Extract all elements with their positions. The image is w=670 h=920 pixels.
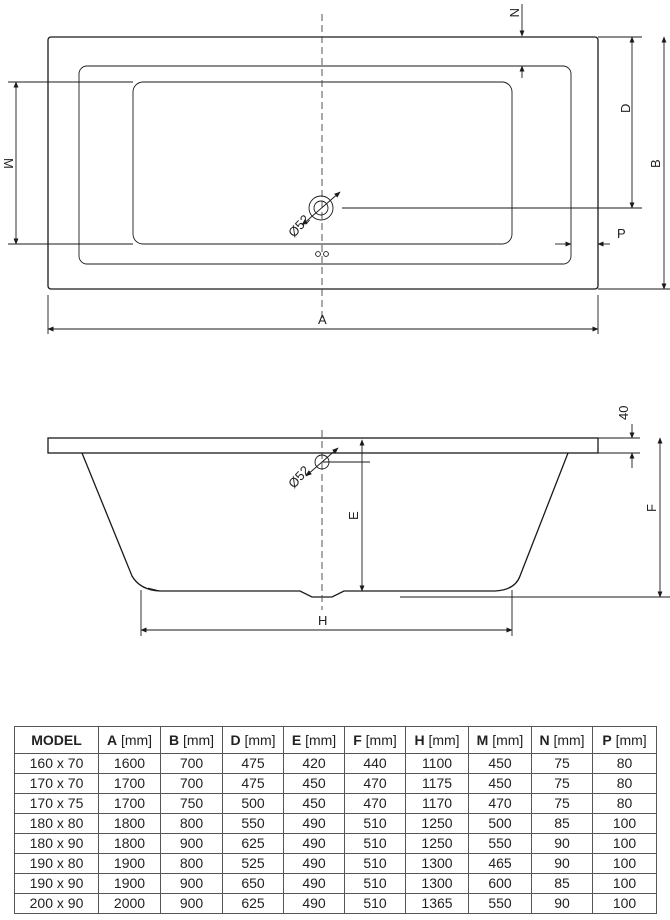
dimension-cell: 800 [161,814,223,834]
dimension-cell: 900 [161,874,223,894]
dimension-cell: 100 [593,894,657,914]
column-header-unit: [mm] [120,732,153,748]
column-header-model: MODEL [15,727,99,754]
column-header-unit: [mm] [182,732,215,748]
dimension-cell: 490 [284,814,345,834]
dimension-cell: 90 [532,854,593,874]
model-cell: 180 x 80 [15,814,99,834]
dimension-cell: 700 [161,774,223,794]
dimension-cell: 450 [469,774,532,794]
dim-label-n: N [507,8,522,18]
dimension-cell: 1100 [406,754,469,774]
dimension-cell: 800 [161,854,223,874]
column-header-h [406,727,469,754]
column-header-e [284,727,345,754]
model-cell: 190 x 90 [15,874,99,894]
dimension-cell: 1365 [406,894,469,914]
model-cell: 160 x 70 [15,754,99,774]
tub-outer-outline [48,37,598,289]
dimension-cell: 525 [223,854,284,874]
column-header-unit: [mm] [428,732,460,748]
dimension-cell: 100 [593,874,657,894]
column-header-unit: [mm] [365,732,397,748]
side-view [48,406,670,636]
dimension-cell: 90 [532,894,593,914]
dimension-cell: 475 [223,754,284,774]
dim-label-e: E [346,511,361,520]
table-header-row [15,727,657,754]
dimension-cell: 80 [593,794,657,814]
dimension-cell: 475 [223,774,284,794]
dimension-cell: 700 [161,754,223,774]
dimension-cell: 500 [223,794,284,814]
column-header-letter: P [602,732,612,748]
dimension-cell: 1250 [406,834,469,854]
dimension-cell: 510 [345,894,406,914]
column-header-m [469,727,532,754]
dimension-cell: 650 [223,874,284,894]
dim-label-p: P [617,226,626,241]
model-cell: 170 x 75 [15,794,99,814]
dimension-cell: 75 [532,794,593,814]
dim-label-m: M [1,158,16,169]
overflow-symbol [316,252,329,257]
dimension-cell: 450 [284,794,345,814]
dimension-cell: 510 [345,834,406,854]
dim-label-b: B [648,159,663,168]
dimension-cell: 510 [345,814,406,834]
dim-label-a: A [318,312,327,327]
dimension-cell: 1800 [99,834,161,854]
dimension-cell: 550 [469,834,532,854]
dimension-cell: 550 [469,894,532,914]
table-row [15,874,657,894]
dimension-cell: 90 [532,834,593,854]
tub-rim-side [48,438,598,453]
dimension-cell: 100 [593,854,657,874]
dimension-cell: 1800 [99,814,161,834]
dimension-cell: 625 [223,834,284,854]
column-header-n [532,727,593,754]
column-header-b [161,727,223,754]
dimension-cell: 900 [161,894,223,914]
column-header-d [223,727,284,754]
dimension-cell: 75 [532,754,593,774]
dimension-cell: 550 [223,814,284,834]
dimension-cell: 450 [469,754,532,774]
dimension-cell: 2000 [99,894,161,914]
column-header-unit: [mm] [305,732,337,748]
dimension-cell: 600 [469,874,532,894]
dimension-cell: 440 [345,754,406,774]
dimension-cell: 750 [161,794,223,814]
dimension-cell: 1700 [99,794,161,814]
dimension-cell: 450 [284,774,345,794]
dimension-cell: 85 [532,814,593,834]
dimension-cell: 465 [469,854,532,874]
dimension-cell: 500 [469,814,532,834]
dimension-cell: 75 [532,774,593,794]
dim-label-d: D [618,103,633,113]
column-header-letter: F [353,732,362,748]
dimension-cell: 1600 [99,754,161,774]
table-row [15,834,657,854]
dimension-cell: 1175 [406,774,469,794]
dimension-cell: 470 [345,794,406,814]
dimension-cell: 1700 [99,774,161,794]
dimension-cell: 420 [284,754,345,774]
dimension-cell: 80 [593,754,657,774]
model-cell: 170 x 70 [15,774,99,794]
dimension-cell: 470 [345,774,406,794]
drain-diameter-label-top: Ø52 [285,211,313,241]
dimension-cell: 470 [469,794,532,814]
drain-diameter-label-side: Ø52 [285,462,313,492]
dimension-cell: 1900 [99,854,161,874]
column-header-letter: N [539,732,550,748]
column-header-letter: H [414,732,425,748]
dimension-cell: 490 [284,854,345,874]
model-cell: 190 x 80 [15,854,99,874]
dimension-cell: 1250 [406,814,469,834]
dimension-cell: 510 [345,854,406,874]
column-header-letter: E [291,732,302,748]
dimension-cell: 85 [532,874,593,894]
table-row [15,774,657,794]
tub-rim-inner-outline [79,66,571,264]
dimension-cell: 100 [593,814,657,834]
column-header-unit: [mm] [492,732,524,748]
tub-body-side [82,453,568,597]
column-header-f [345,727,406,754]
dimension-cell: 490 [284,874,345,894]
dim-label-f: F [644,504,659,512]
column-header-unit: [mm] [244,732,276,748]
table-row [15,814,657,834]
column-header-letter: A [106,732,118,748]
column-header-a [99,727,161,754]
dim-label-h: H [318,613,328,628]
top-view [1,4,670,334]
dimensions-table [14,726,657,914]
dimension-cell: 1300 [406,874,469,894]
dimension-cell: 1170 [406,794,469,814]
dimension-cell: 1900 [99,874,161,894]
column-header-p [593,727,657,754]
dim-label-rim-height: 40 [616,405,631,420]
dimension-cell: 510 [345,874,406,894]
model-cell: 180 x 90 [15,834,99,854]
table-row [15,794,657,814]
dimension-cell: 80 [593,774,657,794]
column-header-unit: [mm] [615,732,647,748]
dimension-cell: 625 [223,894,284,914]
dimension-cell: 1300 [406,854,469,874]
table-row [15,894,657,914]
column-header-letter: D [230,732,241,748]
column-header-unit: [mm] [553,732,585,748]
dimension-cell: 490 [284,894,345,914]
drain-side-view [306,448,370,476]
dimension-cell: 490 [284,834,345,854]
table-row [15,854,657,874]
dimension-cell: 900 [161,834,223,854]
column-header-letter: B [168,732,180,748]
model-cell: 200 x 90 [15,894,99,914]
column-header-letter: M [476,732,489,748]
dimension-cell: 100 [593,834,657,854]
table-row [15,754,657,774]
